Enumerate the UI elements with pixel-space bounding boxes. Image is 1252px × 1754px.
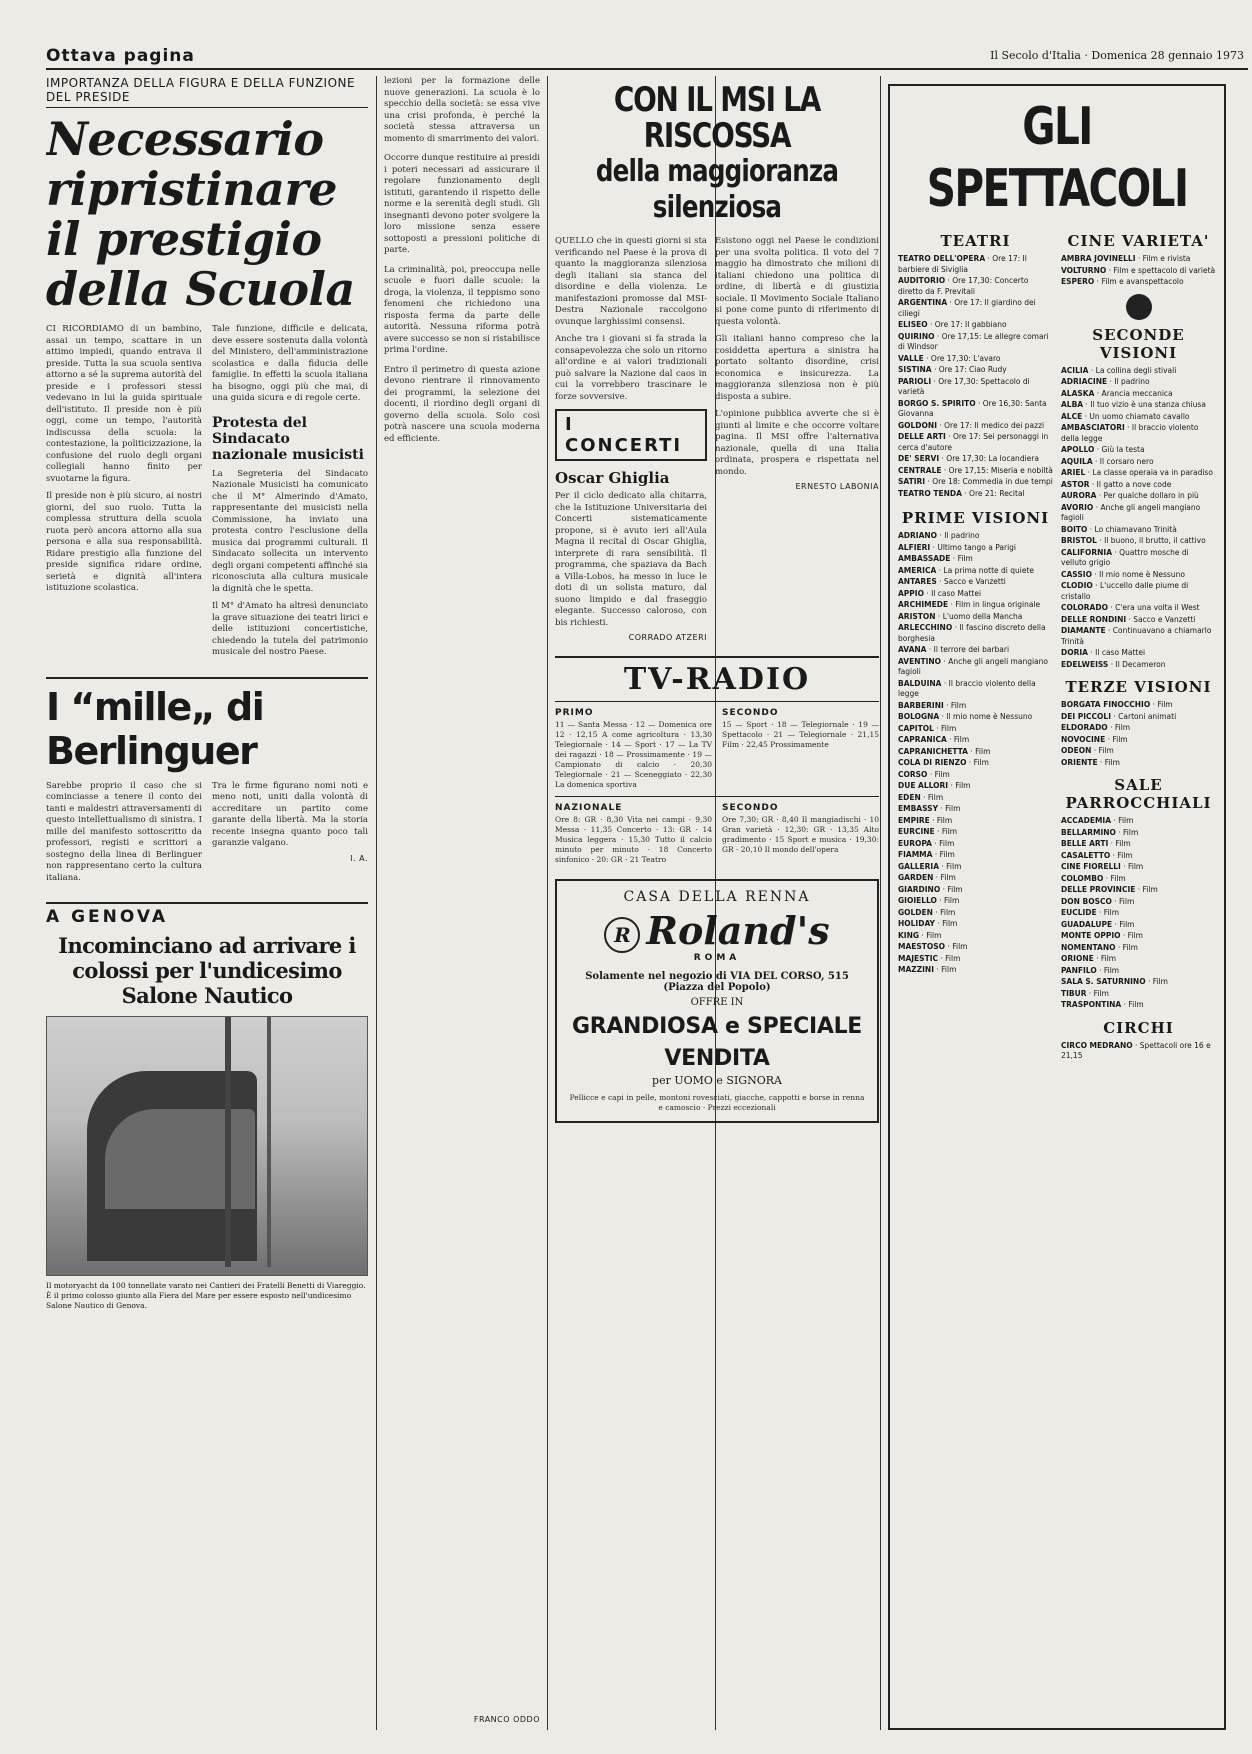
listing-heading: TEATRI	[940, 232, 1011, 250]
listing-item: VOLTURNO · Film e spettacolo di varietà	[1061, 265, 1216, 275]
listing-item: CALIFORNIA · Quattro mosche di velluto grigio	[1061, 547, 1189, 567]
listing-item: AQUILA · Il corsaro nero	[1061, 456, 1154, 466]
listing-item: BRISTOL · Il buono, il brutto, il cattivo	[1061, 536, 1206, 545]
listing-item: AVANA · Il terrore dei barbari	[898, 645, 1010, 654]
seconde-visioni-list	[1061, 366, 1216, 671]
article-text: La criminalità, poi, preoccupa nelle scuole e fuori dalle scuole: la droga, la violenza, il teppismo sono fenomeni che richiedono una risposta ferma da parte delle autorità. Nessuna riforma potrà avere successo se non si ristabilisce prima l'ordine.	[384, 264, 540, 355]
byline: CORRADO ATZERI	[628, 633, 707, 642]
sale-parrocchiali-list	[1061, 816, 1216, 1011]
section-title: Ottava pagina	[46, 46, 195, 66]
listing-item: BORGO S. SPIRITO · Ore 16,30: Santa Giovanna	[898, 398, 1047, 418]
listing-item: ALASKA · Arancia meccanica	[1061, 388, 1173, 398]
listing-heading: TERZE VISIONI	[1065, 678, 1212, 696]
channel-label: SECONDO	[722, 803, 779, 813]
listing-item: ESPERO · Film e avanspettacolo	[1061, 277, 1184, 286]
listing-item: BELLARMINO · Film	[1061, 827, 1139, 837]
listing-item: MAESTOSO · Film	[898, 942, 968, 951]
listing-item: PARIOLI · Ore 17,30: Spettacolo di varietà	[898, 376, 1030, 396]
listing-item: ASTOR · Il gatto a nove code	[1061, 479, 1172, 489]
listing-item: ELDORADO · Film	[1061, 723, 1131, 732]
article-text: CI RICORDIAMO di un bambino, assai un tempo, scattare in un attimo impiedi, quando entrava il preside. Tutta la sua scuola sentiva attorno a sé la suprema autorità del preside e i professori stessi vedevano in lui la guida spirituale dell'istituto. Il preside non è più oggi, come un tempo, l'autorità indiscussa della scuola: la contestazione, la politicizzazione, la confusione del ruolo degli organi collegiali hanno finito per svuotarne la figura.	[46, 324, 202, 484]
listing-item: BELLE ARTI · Film	[1061, 839, 1131, 848]
listing-item: GIARDINO · Film	[898, 884, 963, 894]
article-text: lezioni per la formazione delle nuove generazioni. La scuola è lo specchio della società: se essa vive una crisi profonda, è perché la società stessa attraversa un momento di smarrimento dei valori.	[384, 76, 540, 144]
headline-line: il prestigio della Scuola	[46, 212, 355, 316]
byline: ERNESTO LABONIA	[795, 482, 879, 491]
listing-item: CINE FIORELLI · Film	[1061, 862, 1144, 871]
listing-item: COLORADO · C'era una volta il West	[1061, 603, 1200, 612]
column-rule	[376, 76, 377, 1730]
listing-item: CAPRANICHETTA · Film	[898, 746, 991, 756]
listing-heading: PRIME VISIONI	[901, 509, 1050, 527]
listing-item: ELISEO · Ore 17: Il gabbiano	[898, 320, 1007, 329]
listing-item: EMBASSY · Film	[898, 804, 961, 813]
listing-item: CASSIO · Il mio nome è Nessuno	[1061, 569, 1185, 579]
channel-label: PRIMO	[555, 708, 594, 718]
listing-heading: SECONDE VISIONI	[1092, 325, 1185, 362]
photo-deck	[105, 1109, 255, 1209]
article-text: Tra le firme figurano nomi noti e meno noti, uniti dalla volontà di accreditare un partito come garante della libertà. Ma la storia recente insegna quanto poco tali garanzie valgano.	[212, 780, 368, 848]
listing-item: EUROPA · Film	[898, 838, 955, 848]
article-text: Esistono oggi nel Paese le condizioni per una svolta politica. Il voto del 7 maggio ha dimostrato che milioni di italiani chiedono una politica di ordine, di libertà e di giustizia sociale. Il Movimento Sociale Italiano si pone come punto di riferimento di questa volontà.	[715, 236, 879, 327]
logo-text: Roland's	[646, 908, 830, 953]
listing-item: ARCHIMEDE · Film in lingua originale	[898, 600, 1041, 609]
headline-line: Necessario ripristinare	[46, 112, 337, 216]
listing-item: BOITO · Lo chiamavano Trinità	[1061, 524, 1177, 534]
listing-item: SALA S. SATURNINO · Film	[1061, 977, 1168, 986]
article-scuola-column	[46, 76, 368, 1730]
article-text: Anche tra i giovani si fa strada la consapevolezza che solo un ritorno all'ordine e ai valori tradizionali può salvare la Nazione dal caos in cui la vorrebbero trascinare le forze sovversive.	[555, 334, 707, 402]
center-column	[555, 76, 879, 1730]
listing-item: EURCINE · Film	[898, 827, 958, 836]
listing-item: AURORA · Per qualche dollaro in più	[1061, 491, 1199, 500]
listing-item: FIAMMA · Film	[898, 850, 955, 859]
listing-item: BOLOGNA · Il mio nome è Nessuno	[898, 712, 1033, 721]
listing-item: DON BOSCO · Film	[1061, 896, 1135, 906]
photo-mast	[225, 1017, 231, 1267]
listing-item: CASALETTO · Film	[1061, 850, 1133, 860]
listing-item: AUDITORIO · Ore 17,30: Concerto diretto da F. Previtali	[898, 276, 1029, 296]
listing-item: BARBERINI · Film	[898, 700, 967, 710]
listing-item: ARISTON · L'uomo della Mancha	[898, 611, 1023, 621]
listing-item: CORSO · Film	[898, 769, 950, 779]
listing-item: ACCADEMIA · Film	[1061, 816, 1134, 825]
prime-visioni-list	[898, 531, 1053, 976]
listing-item: CLODIO · L'uccello dalle piume di cristallo	[1061, 581, 1189, 601]
headline-salone-nautico: Incominciano ad arrivare i colossi per l'undicesimo Salone Nautico	[58, 933, 356, 1008]
listing-heading: CINE VARIETA'	[1067, 232, 1210, 250]
radio-schedule: Ore 7,30: GR · 8,40 Il mangiadischi · 10 Gran varietà · 12,30: GR · 13,35 Alto gradimento · 15 Sport e musica · 19,30: GR · 20,10 Il mondo dell'opera	[722, 815, 879, 854]
listing-item: EDEN · Film	[898, 792, 944, 802]
section-box-concerti: I CONCERTI	[555, 409, 707, 461]
photo-caption: Il motoryacht da 100 tonnellate varato nei Cantieri dei Fratelli Benetti di Viareggio. È il primo colosso giunto alla Fiera del Mare per essere esposto nell'undicesimo Salone Nautico di Genova.	[46, 1281, 366, 1310]
article-text: Tale funzione, difficile e delicata, deve essere sostenuta dalla volontà del Ministero, dell'amministrazione scolastica e dalla fiducia delle famiglie. In effetti la scuola italiana ha bisogno, oggi più che mai, di una guida sicura e di regole certe.	[212, 324, 368, 403]
listing-item: ALBA · Il tuo vizio è una stanza chiusa	[1061, 400, 1206, 409]
column-rule	[547, 76, 548, 1730]
article-text: QUELLO che in questi giorni si sta verificando nel Paese è la prova di quanto la maggioranza silenziosa degli italiani sia stanca del disordine e della violenza. Le manifestazioni promosse dal MSI-Destra Nazionale raccolgono ovunque larghissimi consensi.	[555, 236, 707, 327]
listing-item: ANTARES · Sacco e Vanzetti	[898, 577, 1006, 586]
listing-item: ARLECCHINO · Il fascino discreto della borghesia	[898, 623, 1046, 643]
tv-radio-section	[555, 656, 879, 865]
ad-offer: OFFRE IN	[690, 997, 744, 1008]
listing-item: AMBASSADE · Film	[898, 554, 973, 563]
listing-item: DELLE ARTI · Ore 17: Sei personaggi in cerca d'autore	[898, 432, 1049, 452]
ship-photo	[46, 1016, 368, 1276]
cine-varieta-list	[1061, 254, 1216, 288]
concert-headline: Oscar Ghiglia	[555, 469, 670, 487]
listing-item: SATIRI · Ore 18: Commedia in due tempi	[898, 477, 1053, 486]
listing-item: ADRIANO · Il padrino	[898, 531, 980, 540]
listing-heading: SALE PARROCCHIALI	[1065, 776, 1212, 812]
radio-schedule: Ore 8: GR · 8,30 Vita nei campi · 9,30 Messa · 11,35 Concerto · 13: GR · 14 Musica leggera · 15,30 Tutto il calcio minuto per minuto · 18 Concerto sinfonico · 20: GR · 21 Teatro	[555, 815, 712, 864]
listing-item: QUIRINO · Ore 17,15: Le allegre comari di Windsor	[898, 331, 1049, 351]
listing-item: GOLDEN · Film	[898, 907, 956, 917]
listing-item: BALDUINA · Il braccio violento della legge	[898, 678, 1036, 698]
listing-item: TIBUR · Film	[1061, 988, 1109, 998]
listing-item: EUCLIDE · Film	[1061, 908, 1120, 917]
listing-item: AVORIO · Anche gli angeli mangiano fagioli	[1061, 502, 1201, 522]
concert-review-text: Per il ciclo dedicato alla chitarra, che la Istituzione Universitaria dei Concerti sistematicamente propone, si è avuto ieri all'Aula Magna il recital di Oscar Ghiglia, interprete di rara sensibilità. Il programma, che spaziava da Bach a Villa-Lobos, ha messo in luce le doti di un solista maturo, dal suono limpido e dal fraseggio elegante. Successo caloroso, con bis richiesti.	[555, 491, 707, 628]
photo-crane	[267, 1017, 271, 1267]
section-label-genova: A GENOVA	[46, 902, 368, 927]
listing-item: CIRCO MEDRANO · Spettacoli ore 16 e 21,15	[1061, 1040, 1211, 1060]
listing-heading: CIRCHI	[1103, 1018, 1174, 1037]
listing-item: DE' SERVI · Ore 17,30: La locandiera	[898, 454, 1039, 463]
tv-radio-title: TV-RADIO	[555, 656, 879, 702]
ad-logo	[567, 909, 867, 953]
listing-item: EMPIRE · Film	[898, 815, 953, 825]
cinema-emblem-icon	[1126, 294, 1152, 320]
byline: I. A.	[350, 853, 368, 863]
headline-line: CON IL MSI LA RISCOSSA	[613, 80, 821, 156]
ad-city: ROMA	[693, 953, 741, 963]
listing-item: COLOMBO · Film	[1061, 873, 1126, 883]
listing-item: ORIENTE · Film	[1061, 757, 1120, 767]
listing-item: GIOIELLO · Film	[898, 896, 960, 905]
channel-label: NAZIONALE	[555, 803, 623, 813]
listing-item: VALLE · Ore 17,30: L'avaro	[898, 353, 1001, 363]
listing-item: APPIO · Il caso Mattei	[898, 588, 982, 598]
listing-item: GARDEN · Film	[898, 873, 956, 882]
channel-heading	[722, 708, 879, 718]
circhi-list	[1061, 1041, 1216, 1062]
listing-item: SISTINA · Ore 17: Ciao Rudy	[898, 365, 1007, 374]
spettacoli-title: GLI SPETTACOLI	[926, 97, 1188, 219]
headline-line: della maggioranza silenziosa	[595, 154, 839, 225]
listing-item: AMERICA · La prima notte di quiete	[898, 565, 1035, 575]
kicker: IMPORTANZA DELLA FIGURA E DELLA FUNZIONE DEL PRESIDE	[46, 76, 368, 108]
article-text: L'opinione pubblica avverte che si è giunti al limite e che occorre voltare pagina. Il MSI offre l'alternativa nazionale, quella di una Italia ordinata, prospera e rispettata nel mondo.	[715, 409, 879, 477]
listing-item: MONTE OPPIO · Film	[1061, 931, 1143, 940]
listing-item: DELLE RONDINI · Sacco e Vanzetti	[1061, 614, 1196, 624]
subheadline: Protesta del Sindacato nazionale musicisti	[212, 414, 364, 463]
listings-columns	[890, 226, 1224, 1063]
spettacoli-listings	[888, 84, 1226, 1730]
ad-items: Pellicce e capi in pelle, montoni rovesciati, giacche, cappotti e borse in renna e camoscio · Prezzi eccezionali	[569, 1093, 865, 1112]
listing-item: GOLDONI · Ore 17: Il medico dei pazzi	[898, 420, 1045, 430]
listing-item: TRASPONTINA · Film	[1061, 1000, 1144, 1009]
listing-item: CENTRALE · Ore 17,15: Miseria e nobiltà	[898, 465, 1053, 475]
teatri-list	[898, 254, 1053, 499]
channel-heading	[722, 803, 879, 813]
listing-item: DEI PICCOLI · Cartoni animati	[1061, 711, 1177, 721]
listing-item: HOLIDAY · Film	[898, 919, 958, 928]
listing-item: ARIEL · La classe operaia va in paradiso	[1061, 468, 1213, 477]
listing-item: DORIA · Il caso Mattei	[1061, 648, 1146, 657]
article-text: La Segreteria del Sindacato Nazionale Musicisti ha comunicato che il M° Almerindo d'Amato, rappresentante dei musicisti nella Commissione, ha inviato una protesta contro l'esclusione della musica dai programmi culturali. Il Sindacato sollecita un intervento degli organi competenti affinché sia riconosciuta alla cultura musicale la dignità che le spetta.	[212, 468, 368, 594]
ad-address: Solamente nel negozio di VIA DEL CORSO, 515 (Piazza del Popolo)	[585, 971, 849, 993]
listing-item: AVENTINO · Anche gli angeli mangiano fagioli	[898, 656, 1048, 676]
listing-item: GUADALUPE · Film	[1061, 919, 1135, 929]
listing-item: MAZZINI · Film	[898, 965, 957, 974]
article-text: Il M° d'Amato ha altresì denunciato la grave situazione dei teatri lirici e delle istituzioni concertistiche, chiedendo la tutela del patrimonio musicale del nostro Paese.	[212, 601, 368, 657]
article-text: Entro il perimetro di questa azione devono rientrare il rinnovamento dei programmi, la selezione dei docenti, il riordino degli organi di governo della scuola. Solo così potrà nascere una scuola moderna ed efficiente.	[384, 364, 540, 444]
masthead	[46, 46, 1248, 70]
column-rule	[880, 76, 881, 1730]
listing-item: ARGENTINA · Ore 17: Il giardino dei ciliegi	[898, 298, 1036, 318]
listing-item: AMBRA JOVINELLI · Film e rivista	[1061, 254, 1191, 263]
article-text: Occorre dunque restituire ai presidi i poteri necessari ad assicurare il regolare funzionamento degli istituti, garantendo il rispetto delle norme e la serenità degli studi. Gli insegnanti devono poter svolgere la loro missione senza essere sottoposti a pressioni politiche di parte.	[384, 153, 540, 255]
ad-headline: VENDITA	[664, 1046, 770, 1071]
listing-item: BORGATA FINOCCHIO · Film	[1061, 700, 1173, 709]
listing-item: DELLE PROVINCIE · Film	[1061, 885, 1158, 894]
article-body-columns	[46, 781, 368, 885]
byline: FRANCO ODDO	[473, 1715, 540, 1724]
listing-item: PANFILO · Film	[1061, 965, 1120, 975]
advertisement-rolands	[555, 879, 879, 1123]
listing-item: ODEON · Film	[1061, 746, 1114, 755]
listing-item: CAPITOL · Film	[898, 723, 957, 733]
separator	[46, 677, 368, 679]
listing-item: APOLLO · Giù la testa	[1061, 445, 1145, 454]
listing-item: ORIONE · Film	[1061, 954, 1117, 963]
tv-schedule: 15 — Sport · 18 — Telegiornale · 19 — Spettacolo · 21 — Telegiornale · 21,15 Film · 22,45 Prossimamente	[722, 720, 879, 749]
listing-item: CAPRANICA · Film	[898, 735, 970, 744]
headline-berlinguer: I “mille„ di Berlinguer	[46, 684, 264, 773]
listing-item: AMBASCIATORI · Il braccio violento della legge	[1061, 423, 1199, 443]
listing-item: DIAMANTE · Continuavano a chiamarlo Trinità	[1061, 626, 1212, 646]
listing-item: DUE ALLORI · Film	[898, 781, 971, 790]
article-body-columns	[46, 324, 368, 659]
headline-scuola	[46, 114, 368, 314]
listing-item: COLA DI RIENZO · Film	[898, 758, 989, 767]
listing-item: NOMENTANO · Film	[1061, 942, 1138, 952]
channel-heading	[555, 803, 712, 813]
listing-item: TEATRO DELL'OPERA · Ore 17: Il barbiere di Siviglia	[898, 254, 1027, 274]
article-body-columns	[555, 236, 879, 642]
channel-heading	[555, 708, 712, 718]
article-text: Gli italiani hanno compreso che la cosiddetta apertura a sinistra ha portato soltanto disordine, crisi economica e insicurezza. La maggioranza silenziosa non è più disposta a subire.	[715, 334, 879, 402]
listing-item: NOVOCINE · Film	[1061, 734, 1128, 744]
paper-dateline: Il Secolo d'Italia · Domenica 28 gennaio 1973	[990, 49, 1244, 62]
article-text: Il preside non è più sicuro, ai nostri giorni, del suo ruolo. Tutta la complessa struttura della scuola ruota però ancora attorno alla sua persona e alla sua responsabilità. Ridare prestigio alla funzione del preside significa ridare ordine, serietà e dignità all'intera istituzione scolastica.	[46, 491, 202, 593]
listing-item: GALLERIA · Film	[898, 861, 962, 871]
tv-schedule: 11 — Santa Messa · 12 — Domenica ore 12 · 12,15 A come agricoltura · 13,30 Telegiornale · 14 — Sport · 17 — La TV dei ragazzi · 18 — Prossimamente · 19 — Campionato di calcio · 20,30 Telegiornale · 21 — Sceneggiato · 22,30 La domenica sportiva	[555, 720, 712, 789]
ad-headline: GRANDIOSA e SPECIALE	[571, 1014, 863, 1039]
listing-item: ADRIACINE · Il padrino	[1061, 377, 1150, 386]
article-continuation-column	[384, 76, 540, 1730]
headline-msi	[555, 82, 879, 226]
ad-target: per UOMO e SIGNORA	[652, 1074, 782, 1087]
listing-item: ALFIERI · Ultimo tango a Parigi	[898, 542, 1017, 552]
ad-store-name: CASA DELLA RENNA	[623, 889, 811, 905]
listing-item: MAJESTIC · Film	[898, 953, 961, 963]
listing-item: ACILIA · La collina degli stivali	[1061, 365, 1177, 375]
listing-item: EDELWEISS · Il Decameron	[1061, 659, 1166, 669]
listing-item: KING · Film	[898, 930, 942, 940]
logo-mark: R	[604, 917, 640, 953]
listing-item: TEATRO TENDA · Ore 21: Recital	[898, 488, 1025, 498]
article-text: Sarebbe proprio il caso che si cominciasse a tenere il conto dei tanti e maldestri attraversamenti di questo intellettualismo di sinistra. I mille del manifesto sottoscritto da professori, registi e scrittori a sostegno della linea di Berlinguer non rappresentano certo la cultura italiana.	[46, 780, 202, 883]
channel-label: SECONDO	[722, 708, 779, 718]
terze-visioni-list	[1061, 700, 1216, 768]
listing-item: ALCE · Un uomo chiamato cavallo	[1061, 411, 1190, 421]
